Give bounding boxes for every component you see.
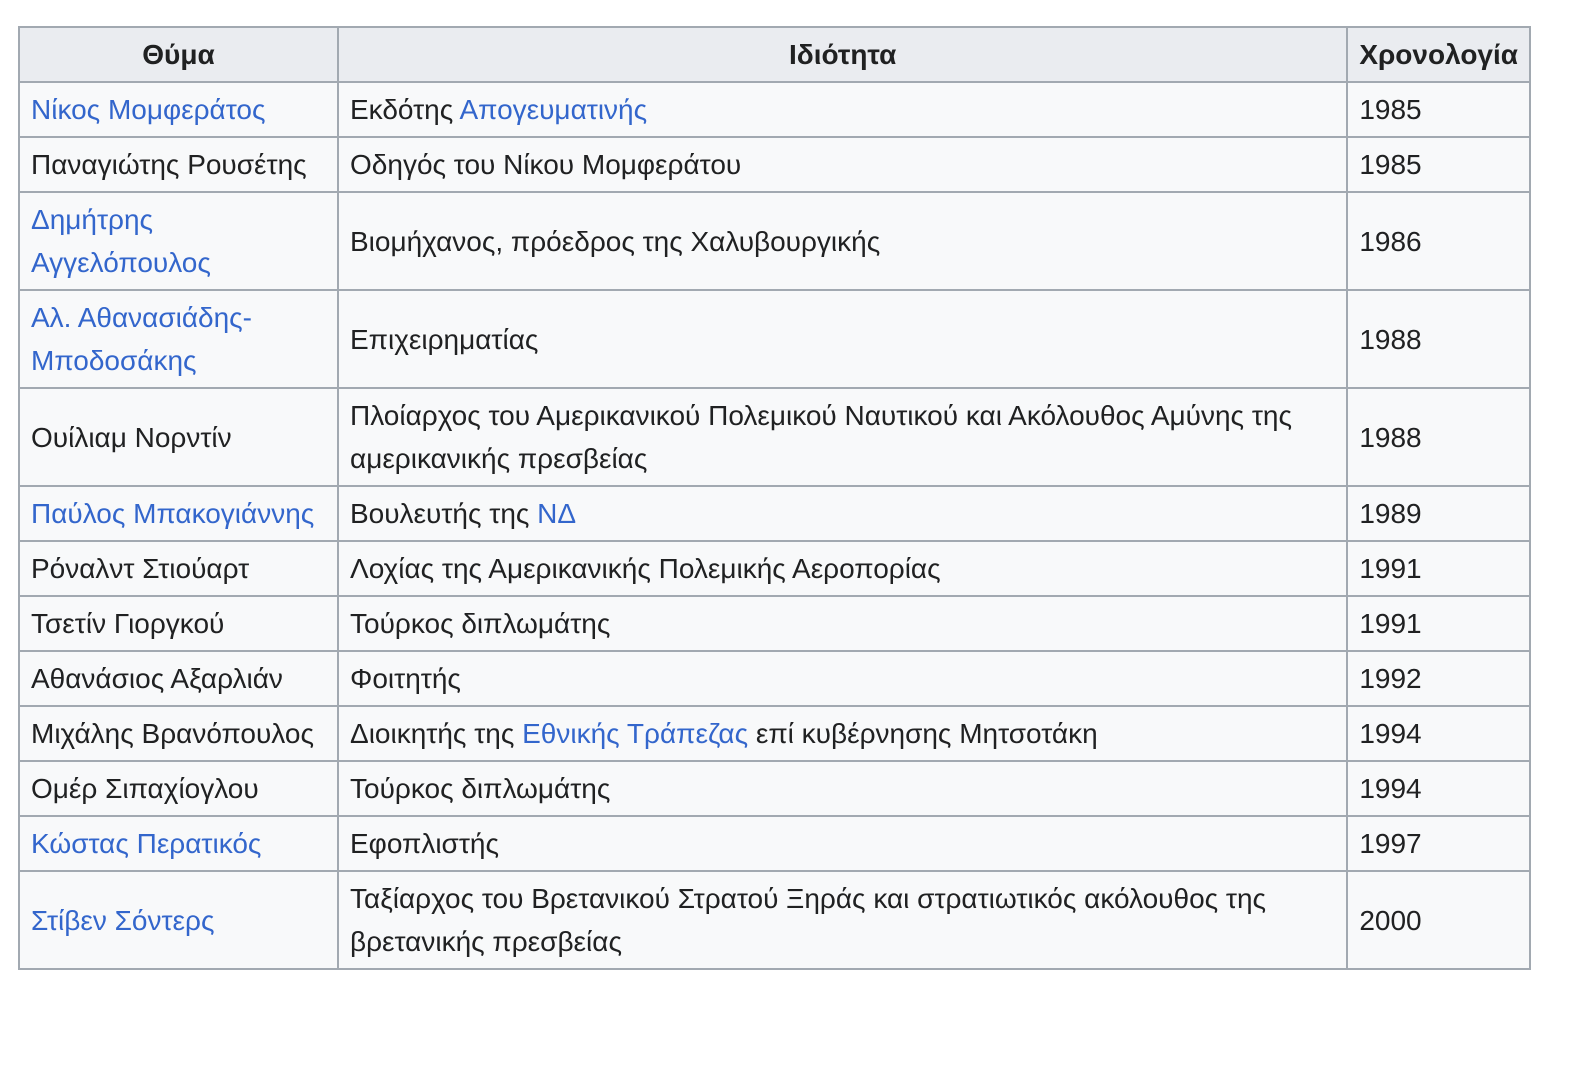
table-row — [19, 596, 1530, 651]
year-cell: 1985 — [1347, 82, 1530, 137]
role-text: Ταξίαρχος του Βρετανικού Στρατού Ξηράς και στρατιωτικός ακόλουθος της βρετανικής πρεσβείας — [350, 883, 1267, 957]
role-cell — [338, 541, 1347, 596]
role-link[interactable]: Εθνικής Τράπεζας — [522, 718, 749, 749]
victim-cell — [19, 192, 338, 290]
table-row — [19, 486, 1530, 541]
table-row — [19, 816, 1530, 871]
year-cell: 1985 — [1347, 137, 1530, 192]
table-row — [19, 651, 1530, 706]
role-link[interactable]: ΝΔ — [537, 498, 577, 529]
year-cell: 1997 — [1347, 816, 1530, 871]
year-cell: 1992 — [1347, 651, 1530, 706]
victim-cell — [19, 706, 338, 761]
victim-cell — [19, 596, 338, 651]
table-row — [19, 706, 1530, 761]
year-cell: 1991 — [1347, 541, 1530, 596]
role-cell — [338, 651, 1347, 706]
table-row — [19, 761, 1530, 816]
year-cell: 1986 — [1347, 192, 1530, 290]
role-text: Πλοίαρχος του Αμερικανικού Πολεμικού Ναυτικού και Ακόλουθος Αμύνης της αμερικανικής πρεσβείας — [350, 400, 1292, 474]
role-cell — [338, 871, 1347, 969]
role-cell — [338, 596, 1347, 651]
year-cell: 2000 — [1347, 871, 1530, 969]
year-cell: 1989 — [1347, 486, 1530, 541]
table-row — [19, 137, 1530, 192]
victim-link[interactable]: Αλ. Αθανασιάδης-Μποδοσάκης — [31, 302, 252, 376]
victim-name: Αθανάσιος Αξαρλιάν — [31, 663, 283, 694]
role-text: Λοχίας της Αμερικανικής Πολεμικής Αεροπορίας — [350, 553, 941, 584]
year-cell: 1988 — [1347, 388, 1530, 486]
table-header-row — [19, 27, 1530, 82]
victim-name: Ρόναλντ Στιούαρτ — [31, 553, 250, 584]
role-cell — [338, 137, 1347, 192]
year-cell: 1994 — [1347, 706, 1530, 761]
role-cell — [338, 486, 1347, 541]
role-text: Βιομήχανος, πρόεδρος της Χαλυβουργικής — [350, 225, 881, 257]
role-text: Εκδότης — [350, 94, 460, 125]
table-row — [19, 192, 1530, 290]
victim-name: Ουίλιαμ Νορντίν — [31, 421, 232, 453]
victim-name: Τσετίν Γιοργκού — [31, 608, 225, 639]
table-row — [19, 82, 1530, 137]
table-body — [19, 82, 1530, 969]
header-year: Χρονολογία — [1347, 27, 1530, 82]
table-row — [19, 871, 1530, 969]
role-cell — [338, 816, 1347, 871]
year-cell: 1994 — [1347, 761, 1530, 816]
role-text: Φοιτητής — [350, 663, 461, 694]
victim-cell — [19, 290, 338, 388]
role-cell — [338, 388, 1347, 486]
victim-cell — [19, 82, 338, 137]
victim-cell — [19, 871, 338, 969]
role-text: Επιχειρηματίας — [350, 323, 539, 355]
victim-cell — [19, 816, 338, 871]
role-cell — [338, 290, 1347, 388]
role-text: Βουλευτής της — [350, 498, 538, 529]
victim-link[interactable]: Νίκος Μομφεράτος — [31, 94, 266, 125]
victim-name: Ομέρ Σιπαχίογλου — [31, 773, 259, 804]
role-cell — [338, 82, 1347, 137]
victim-link[interactable]: Παύλος Μπακογιάννης — [31, 498, 315, 529]
victim-cell — [19, 388, 338, 486]
victim-link[interactable]: Δημήτρης Αγγελόπουλος — [31, 204, 211, 278]
role-text: Οδηγός του Νίκου Μομφεράτου — [350, 149, 742, 180]
year-cell: 1988 — [1347, 290, 1530, 388]
victim-name: Μιχάλης Βρανόπουλος — [31, 718, 314, 749]
victim-cell — [19, 541, 338, 596]
table-row — [19, 541, 1530, 596]
year-cell: 1991 — [1347, 596, 1530, 651]
role-text: επί κυβέρνησης Μητσοτάκη — [748, 718, 1098, 749]
role-cell — [338, 761, 1347, 816]
header-role: Ιδιότητα — [338, 27, 1347, 82]
victim-name: Παναγιώτης Ρουσέτης — [31, 149, 307, 180]
victims-table — [18, 26, 1531, 970]
role-text: Διοικητής της — [350, 718, 523, 749]
table-row — [19, 388, 1530, 486]
role-text: Τούρκος διπλωμάτης — [350, 608, 611, 639]
table-row — [19, 290, 1530, 388]
victim-cell — [19, 761, 338, 816]
victim-link[interactable]: Στίβεν Σόντερς — [31, 904, 215, 936]
victim-cell — [19, 137, 338, 192]
role-cell — [338, 192, 1347, 290]
victim-cell — [19, 486, 338, 541]
role-cell — [338, 706, 1347, 761]
role-link[interactable]: Απογευματινής — [459, 94, 648, 125]
role-text: Τούρκος διπλωμάτης — [350, 773, 611, 804]
role-text: Εφοπλιστής — [350, 828, 499, 859]
victim-cell — [19, 651, 338, 706]
header-victim: Θύμα — [19, 27, 338, 82]
victim-link[interactable]: Κώστας Περατικός — [31, 828, 262, 859]
